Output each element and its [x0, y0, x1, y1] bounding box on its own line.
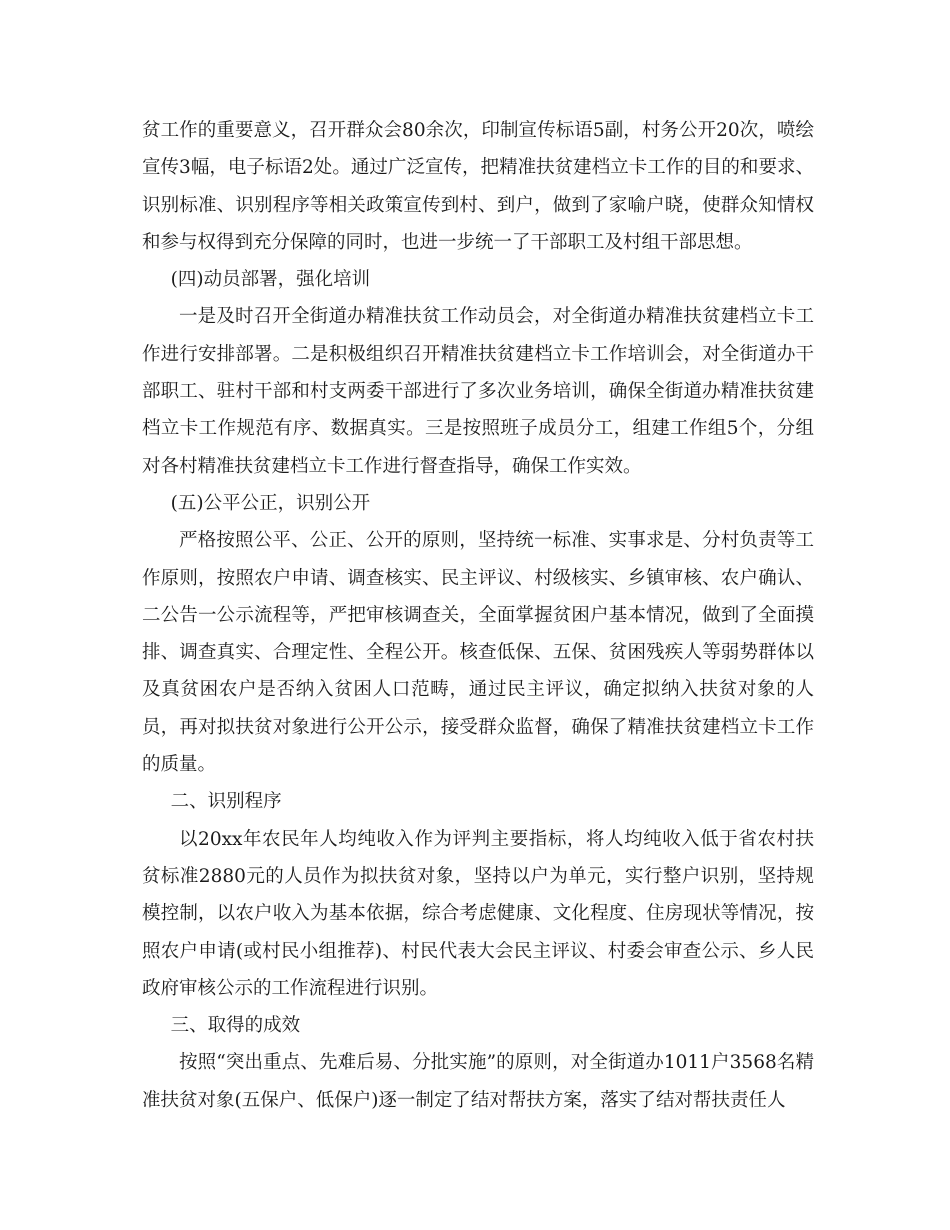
paragraph-fairness: 严格按照公平、公正、公开的原则，坚持统一标准、实事求是、分村负责等工作原则，按照农户申请、调查核实、民主评议、村级核实、乡镇审核、农户确认、二公告一公示流程等，严把审核调查关，全面掌握贫困户基本情况，做到了全面摸排、调查真实、合理定性、全程公开。核查低保、五保、贫困残疾人等弱势群体以及真贫困农户是否纳入贫困人口范畴，通过民主评议，确定拟纳入扶贫对象的人员，再对拟扶贫对象进行公开公示，接受群众监督，确保了精准扶贫建档立卡工作的质量。: [142, 530, 814, 776]
section-heading-mobilization: (四)动员部署，强化培训: [170, 269, 371, 291]
paragraph-results: 按照“突出重点、先难后易、分批实施”的原则，对全街道办1011户3568名精准扶贫对象(五保户、低保户)逐一制定了结对帮扶方案，落实了结对帮扶责任人: [142, 1052, 814, 1111]
section-heading-fairness: (五)公平公正，识别公开: [170, 492, 371, 514]
paragraph-procedure: 以20xx年农民年人均纯收入作为评判主要指标，将人均纯收入低于省农村扶贫标准2880元的人员作为拟扶贫对象，坚持以户为单元，实行整户识别，坚持规模控制，以农户收入为基本依据，综合考虑健康、文化程度、住房现状等情况，按照农户申请(或村民小组推荐)、村民代表大会民主评议、村委会审查公示、乡人民政府审核公示的工作流程进行识别。: [142, 828, 814, 999]
section-heading-procedure: 二、识别程序: [170, 791, 282, 813]
paragraph-mobilization: 一是及时召开全街道办精准扶贫工作动员会，对全街道办精准扶贫建档立卡工作进行安排部署。二是积极组织召开精准扶贫建档立卡工作培训会，对全街道办干部职工、驻村干部和村支两委干部进行了多次业务培训，确保全街道办精准扶贫建档立卡工作规范有序、数据真实。三是按照班子成员分工，组建工作组5个，分组对各村精准扶贫建档立卡工作进行督查指导，确保工作实效。: [142, 306, 814, 477]
paragraph-publicity-continued: 贫工作的重要意义，召开群众会80余次，印制宣传标语5副，村务公开20次，喷绘宣传3幅，电子标语2处。通过广泛宣传，把精准扶贫建档立卡工作的目的和要求、识别标准、识别程序等相关政策宣传到村、到户，做到了家喻户晓，使群众知情权和参与权得到充分保障的同时，也进一步统一了干部职工及村组干部思想。: [142, 120, 814, 253]
section-heading-results: 三、取得的成效: [170, 1015, 301, 1037]
document-body: [142, 112, 814, 1119]
